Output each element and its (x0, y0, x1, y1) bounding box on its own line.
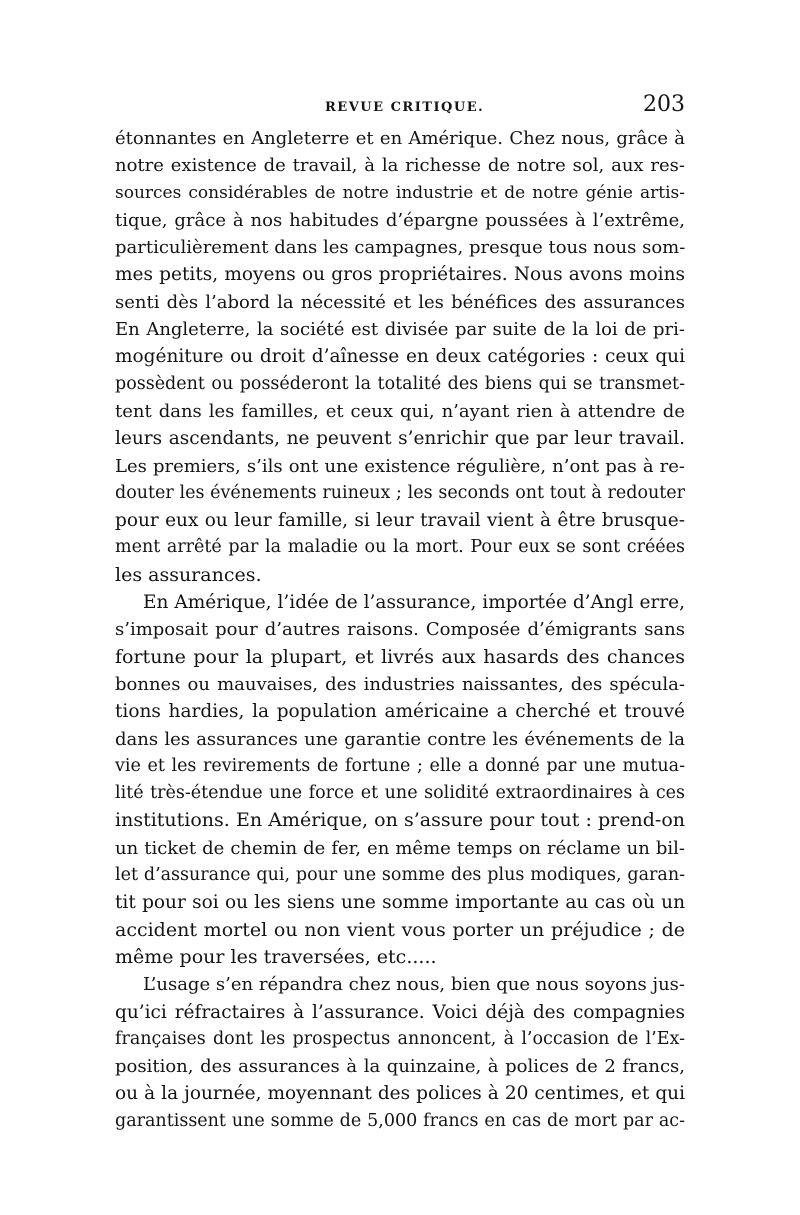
text-line: particulièrement dans les campagnes, presque tous nous som- (115, 237, 686, 259)
text-line: tit pour soi ou les siens une somme importante au cas où un (115, 892, 685, 914)
text-line: s’imposait pour d’autres raisons. Composée d’émigrants sans (115, 619, 685, 641)
text-line: let d’assurance qui, pour une somme des plus modiques, garan- (115, 865, 685, 886)
text-line: douter les événements ruineux ; les seconds ont tout à redouter (115, 482, 685, 503)
text-line: tent dans les familles, et ceux qui, n’ayant rien à attendre de (115, 400, 685, 422)
text-line: qu’ici réfractaires à l’assurance. Voici déjà des compagnies (115, 1001, 685, 1023)
text-line: ment arrêté par la maladie ou la mort. Pour eux se sont créées (115, 537, 685, 558)
page-number: 203 (643, 92, 685, 117)
text-line: pour eux ou leur famille, si leur travail vient à être brusque- (115, 510, 685, 532)
text-line: bonnes ou mauvaises, des industries naissantes, des spécula- (115, 673, 685, 695)
text-line: tique, grâce à nos habitudes d’épargne poussées à l’extrême, (115, 209, 685, 231)
text-line: ou à la journée, moyennant des polices à 20 centimes, et qui (115, 1083, 685, 1105)
text-line: senti dès l’abord la nécessité et les bénéfices des assurances (115, 291, 685, 313)
paragraph-start-line: En Amérique, l’idée de l’assurance, importée d’Angl erre, (143, 592, 685, 614)
text-line: En Angleterre, la société est divisée par suite de la loi de pri- (115, 319, 685, 341)
body-text (115, 125, 685, 1135)
text-line: un ticket de chemin de fer, en même temps on réclame un bil- (115, 837, 685, 859)
text-line: vie et les revirements de fortune ; elle a donné par une mutua- (115, 755, 685, 776)
text-line: notre existence de travail, à la richesse de notre sol, aux res- (115, 155, 685, 177)
text-line: même pour les traversées, etc..... (115, 945, 437, 968)
paragraph-start-line: L’usage s’en répandra chez nous, bien que nous soyons jus- (143, 974, 685, 996)
text-line: tions hardies, la population américaine a cherché et trouvé (115, 701, 685, 723)
text-line: mes petits, moyens ou gros propriétaires. Nous avons moins (115, 264, 685, 286)
text-line: étonnantes en Angleterre et en Amérique. Chez nous, grâce à (115, 128, 685, 149)
text-line: garantissent une somme de 5,000 francs en cas de mort par ac- (115, 1110, 685, 1131)
text-line: accident mortel ou non vient vous porter un préjudice ; de (115, 918, 685, 941)
text-line: mogéniture ou droit d’aînesse en deux catégories : ceux qui (115, 346, 685, 368)
running-head (115, 90, 685, 120)
text-line: possèdent ou posséderont la totalité des biens qui se transmet- (115, 373, 685, 394)
text-line: position, des assurances à la quinzaine, à polices de 2 francs, (115, 1056, 685, 1078)
text-line: institutions. En Amérique, on s’assure pour tout : prend-on (115, 809, 685, 832)
text-line: leurs ascendants, ne peuvent s’enrichir que par leur travail. (115, 428, 685, 450)
text-line: fortune pour la plupart, et livrés aux hasards des chances (115, 645, 685, 668)
text-line: Les premiers, s’ils ont une existence régulière, n’ont pas à re- (115, 455, 685, 477)
running-title: REVUE CRITIQUE. (325, 100, 485, 115)
text-line: lité très-étendue une force et une solidité extraordinaires à ces (115, 783, 685, 804)
text-line: françaises dont les prospectus annoncent, à l’occasion de l’Ex- (115, 1028, 685, 1049)
text-line: dans les assurances une garantie contre les événements de la (115, 728, 685, 750)
text-line: sources considérables de notre industrie et de notre génie artis- (115, 182, 685, 203)
text-line: les assurances. (115, 563, 262, 586)
